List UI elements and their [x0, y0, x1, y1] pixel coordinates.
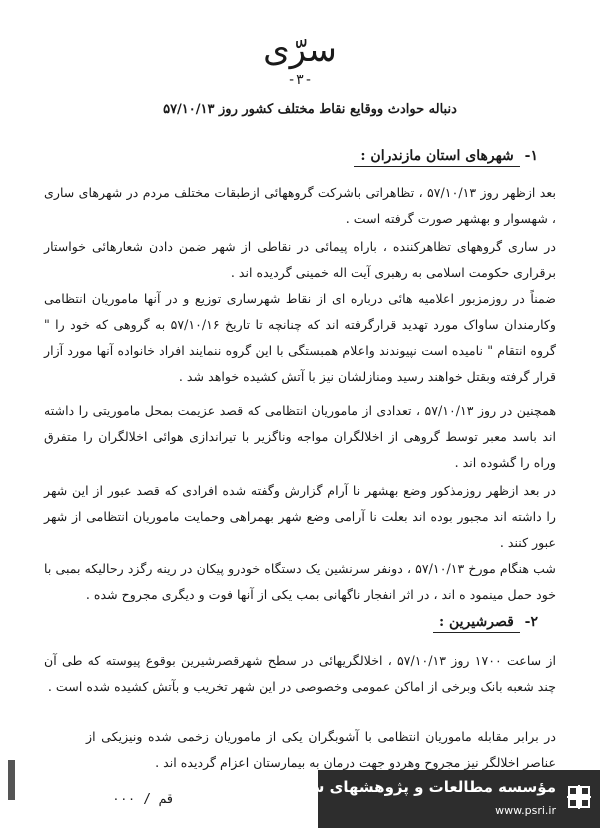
watermark-institute-name: مؤسسه مطالعات و پژوهشهای سیاسی	[267, 778, 556, 796]
paragraph: از ساعت ۱۷۰۰ روز ۵۷/۱۰/۱۳ ، اخلالگریهائی در سطح شهرقصرشیرین بوقوع پیوسته که طی آن چند شعبه بانک وبرخی از اماکن عمومی وخصوصی در این شهر تخریب و بآتش کشیده شده است .	[44, 653, 556, 694]
section-heading-mazandaran	[354, 148, 538, 164]
paragraph: همچنین در روز ۵۷/۱۰/۱۳ ، تعدادی از ماموریان انتظامی که قصد عزیمت بمحل ماموریتی را داشته اند باسد معبر توسط گروهی از اخلالگران مواجه وناگزیر با تیراندازی هوائی اخلالگران را متفرق وراه را گشوده اند .	[44, 403, 556, 470]
section-number: ۱-	[524, 148, 538, 164]
section-heading-qasr-shirin	[433, 614, 538, 630]
psri-logo-icon	[564, 782, 594, 812]
institute-watermark	[267, 770, 600, 828]
section-number: ۲-	[524, 614, 538, 630]
classification-stamp: سرّی	[263, 30, 337, 70]
scan-margin-mark	[8, 760, 15, 800]
document-title: دنباله حوادث ووقایع نقاط مختلف کشور روز ۵۷/۱۰/۱۳	[163, 102, 457, 117]
watermark-url: www.psri.ir	[495, 804, 556, 817]
paragraph: بعد ازظهر روز ۵۷/۱۰/۱۳ ، تظاهراتی باشرکت گروههائی ازطبقات مختلف مردم در شهرهای ساری ، شهسوار و بهشهر صورت گرفته است .	[44, 185, 556, 226]
section-title: قصرشیرین :	[433, 614, 520, 633]
paragraph: در ساری گروههای تظاهرکننده ، باراه پیمائی در نقاطی از شهر ضمن دادن شعارهائی خواستار برقراری حکومت اسلامی به رهبری آیت اله خمینی گردیده اند .	[44, 239, 556, 280]
footer-reference: قم / ۰۰۰	[112, 792, 175, 807]
section-title: شهرهای استان مازندران :	[354, 148, 519, 167]
page-number: -۳-	[287, 72, 313, 88]
paragraph: ضمناً در روزمزبور اعلامیه هائی درباره ای از نقاط شهرساری توزیع و در آنها ماموریان انتظامی وکارمندان ساواک مورد تهدید قرارگرفته اند که چنانچه تا تاریخ ۵۷/۱۰/۱۶ به گروهی که خود را " گروه انتقام " نامیده است نپیوندند واعلام همبستگی با این گروه ننمایند افراد خانواده آنها مورد آزار قرار گرفته وبقتل خواهند رسید ومنازلشان نیز با آتش کشیده خواهد شد .	[44, 291, 556, 384]
paragraph: در برابر مقابله ماموریان انتظامی با آشوبگران یکی از ماموریان زخمی شده ونیزیکی از عناصر اخلالگر نیز مجروح وهردو جهت درمان به بیمارستان اعزام گردیده اند .	[86, 729, 556, 770]
paragraph: شب هنگام مورخ ۵۷/۱۰/۱۳ ، دونفر سرنشین یک دستگاه خودرو پیکان در رینه رگزد رحالیکه بمبی با خود حمل مینمود ه اند ، در اثر انفجار ناگهانی بمب یکی از آنها فوت و دیگری مجروح شده .	[44, 561, 556, 602]
paragraph: در بعد ازظهر روزمذکور وضع بهشهر نا آرام گزارش وگفته شده افرادی که قصد عبور از این شهر را داشته اند مجبور بوده اند بعلت نا آرامی وضع شهر بهمراهی وحمایت ماموریان انتظامی از شهر عبور کنند .	[44, 483, 556, 550]
